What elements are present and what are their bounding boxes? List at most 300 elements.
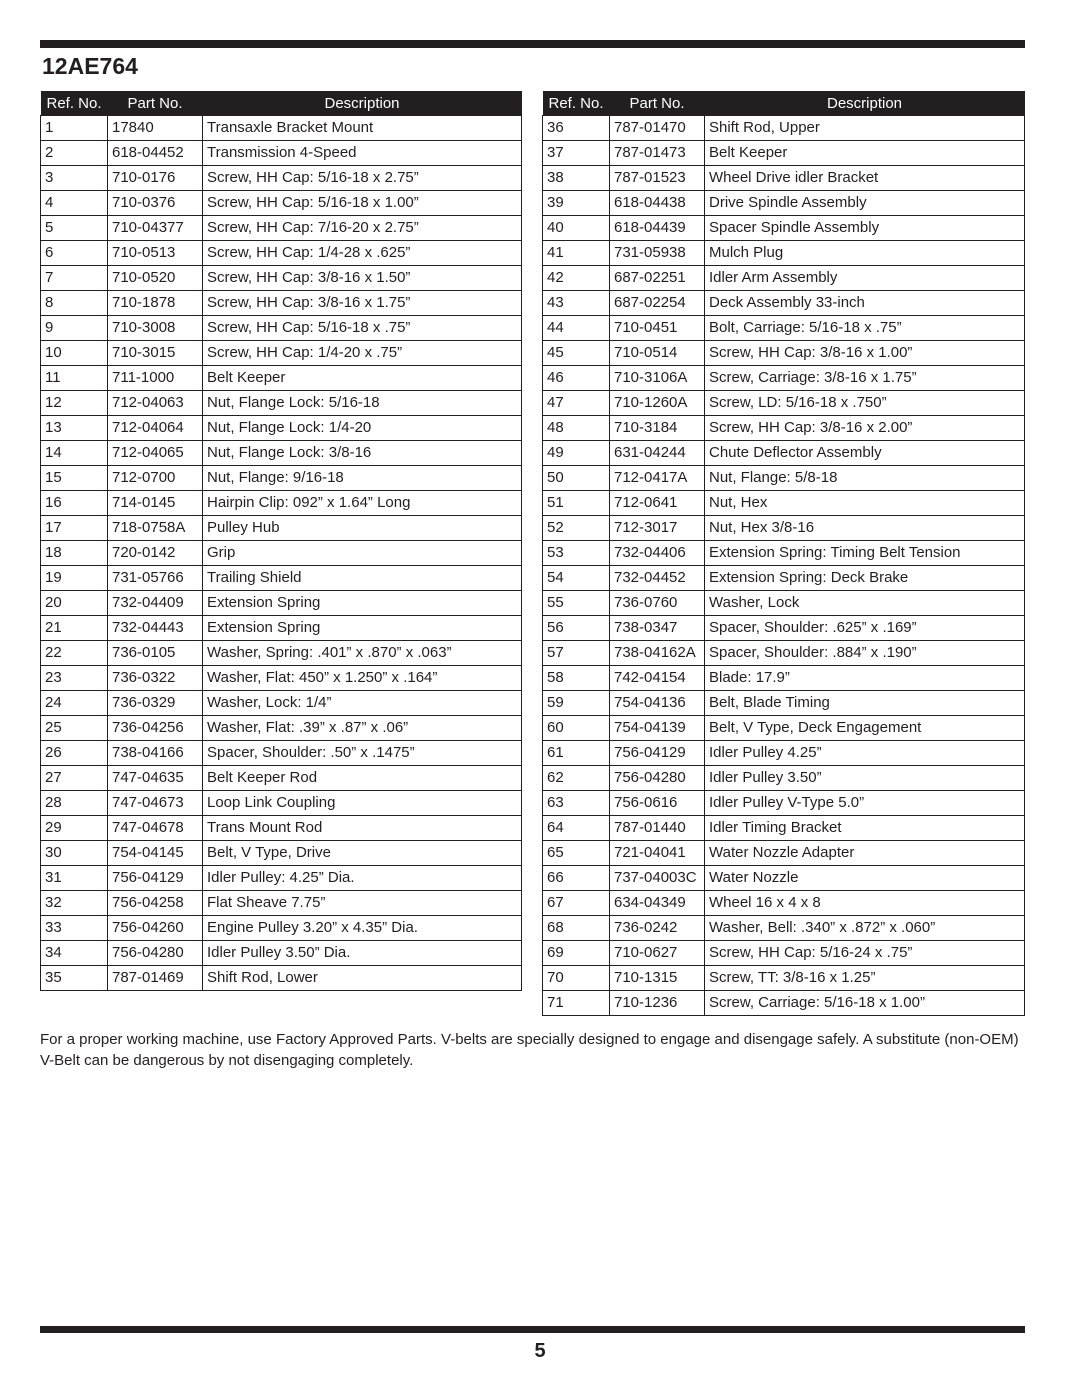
ref-no-cell: 24 <box>41 691 108 716</box>
description-cell: Flat Sheave 7.75” <box>203 891 522 916</box>
part-no-cell: 747-04678 <box>108 816 203 841</box>
description-cell: Belt Keeper <box>705 141 1025 166</box>
table-row <box>41 116 522 141</box>
table-row <box>543 516 1025 541</box>
description-cell: Nut, Flange: 9/16-18 <box>203 466 522 491</box>
ref-no-cell: 46 <box>543 366 610 391</box>
part-no-cell: 736-0105 <box>108 641 203 666</box>
ref-no-cell: 17 <box>41 516 108 541</box>
description-cell: Nut, Hex 3/8-16 <box>705 516 1025 541</box>
table-row <box>543 966 1025 991</box>
ref-no-cell: 33 <box>41 916 108 941</box>
ref-no-cell: 28 <box>41 791 108 816</box>
part-no-cell: 710-3184 <box>610 416 705 441</box>
table-row <box>543 741 1025 766</box>
part-no-cell: 754-04136 <box>610 691 705 716</box>
part-no-cell: 736-0760 <box>610 591 705 616</box>
ref-no-cell: 5 <box>41 216 108 241</box>
table-row <box>543 791 1025 816</box>
part-no-cell: 742-04154 <box>610 666 705 691</box>
part-no-cell: 787-01469 <box>108 966 203 991</box>
ref-no-cell: 3 <box>41 166 108 191</box>
ref-no-cell: 12 <box>41 391 108 416</box>
table-row <box>543 566 1025 591</box>
ref-no-cell: 53 <box>543 541 610 566</box>
part-no-cell: 731-05938 <box>610 241 705 266</box>
ref-no-cell: 51 <box>543 491 610 516</box>
table-row <box>543 766 1025 791</box>
part-no-cell: 721-04041 <box>610 841 705 866</box>
ref-no-cell: 62 <box>543 766 610 791</box>
description-cell: Screw, HH Cap: 3/8-16 x 1.75” <box>203 291 522 316</box>
table-row <box>543 541 1025 566</box>
table-row <box>543 491 1025 516</box>
part-no-cell: 710-0451 <box>610 316 705 341</box>
table-row <box>543 141 1025 166</box>
ref-no-header: Ref. No. <box>543 91 610 116</box>
description-cell: Screw, LD: 5/16-18 x .750” <box>705 391 1025 416</box>
description-cell: Spacer, Shoulder: .884” x .190” <box>705 641 1025 666</box>
ref-no-cell: 38 <box>543 166 610 191</box>
part-no-cell: 736-0322 <box>108 666 203 691</box>
parts-table-left <box>40 91 522 991</box>
ref-no-cell: 14 <box>41 441 108 466</box>
part-no-cell: 747-04673 <box>108 791 203 816</box>
description-cell: Screw, HH Cap: 1/4-20 x .75” <box>203 341 522 366</box>
table-row <box>543 716 1025 741</box>
table-row <box>543 341 1025 366</box>
ref-no-cell: 57 <box>543 641 610 666</box>
part-no-header: Part No. <box>610 91 705 116</box>
description-cell: Screw, HH Cap: 5/16-18 x .75” <box>203 316 522 341</box>
part-no-cell: 737-04003C <box>610 866 705 891</box>
part-no-cell: 712-04065 <box>108 441 203 466</box>
description-cell: Nut, Flange Lock: 5/16-18 <box>203 391 522 416</box>
description-cell: Trans Mount Rod <box>203 816 522 841</box>
table-row <box>543 216 1025 241</box>
table-row <box>41 291 522 316</box>
ref-no-cell: 70 <box>543 966 610 991</box>
table-row <box>543 441 1025 466</box>
part-no-cell: 756-04260 <box>108 916 203 941</box>
part-no-cell: 710-1236 <box>610 991 705 1016</box>
description-cell: Idler Pulley 4.25” <box>705 741 1025 766</box>
description-cell: Transaxle Bracket Mount <box>203 116 522 141</box>
table-row <box>41 666 522 691</box>
part-no-cell: 754-04139 <box>610 716 705 741</box>
part-no-cell: 738-04166 <box>108 741 203 766</box>
ref-no-cell: 56 <box>543 616 610 641</box>
ref-no-cell: 1 <box>41 116 108 141</box>
ref-no-cell: 19 <box>41 566 108 591</box>
table-row <box>41 441 522 466</box>
part-no-cell: 710-0514 <box>610 341 705 366</box>
description-cell: Extension Spring: Deck Brake <box>705 566 1025 591</box>
ref-no-cell: 25 <box>41 716 108 741</box>
part-no-cell: 710-0176 <box>108 166 203 191</box>
bottom-rule <box>40 1326 1025 1333</box>
part-no-cell: 732-04406 <box>610 541 705 566</box>
description-cell: Drive Spindle Assembly <box>705 191 1025 216</box>
part-no-cell: 710-1260A <box>610 391 705 416</box>
ref-no-cell: 32 <box>41 891 108 916</box>
part-no-cell: 618-04438 <box>610 191 705 216</box>
ref-no-cell: 7 <box>41 266 108 291</box>
description-cell: Engine Pulley 3.20” x 4.35” Dia. <box>203 916 522 941</box>
table-row <box>41 766 522 791</box>
description-cell: Spacer, Shoulder: .50” x .1475” <box>203 741 522 766</box>
description-cell: Nut, Flange: 5/8-18 <box>705 466 1025 491</box>
description-cell: Idler Timing Bracket <box>705 816 1025 841</box>
ref-no-cell: 50 <box>543 466 610 491</box>
ref-no-cell: 13 <box>41 416 108 441</box>
part-no-cell: 731-05766 <box>108 566 203 591</box>
part-no-cell: 738-0347 <box>610 616 705 641</box>
description-cell: Screw, Carriage: 5/16-18 x 1.00” <box>705 991 1025 1016</box>
ref-no-cell: 8 <box>41 291 108 316</box>
ref-no-cell: 68 <box>543 916 610 941</box>
ref-no-cell: 37 <box>543 141 610 166</box>
table-row <box>543 366 1025 391</box>
part-no-header: Part No. <box>108 91 203 116</box>
description-cell: Idler Arm Assembly <box>705 266 1025 291</box>
part-no-cell: 732-04452 <box>610 566 705 591</box>
table-row <box>41 516 522 541</box>
part-no-cell: 756-04280 <box>108 941 203 966</box>
description-cell: Idler Pulley: 4.25” Dia. <box>203 866 522 891</box>
part-no-cell: 687-02251 <box>610 266 705 291</box>
part-no-cell: 710-3015 <box>108 341 203 366</box>
description-cell: Belt, V Type, Deck Engagement <box>705 716 1025 741</box>
description-cell: Extension Spring <box>203 591 522 616</box>
ref-no-cell: 45 <box>543 341 610 366</box>
part-no-cell: 787-01523 <box>610 166 705 191</box>
table-row <box>543 291 1025 316</box>
ref-no-cell: 66 <box>543 866 610 891</box>
table-row <box>543 891 1025 916</box>
part-no-cell: 17840 <box>108 116 203 141</box>
table-row <box>41 316 522 341</box>
table-row <box>41 541 522 566</box>
description-cell: Belt, Blade Timing <box>705 691 1025 716</box>
table-row <box>41 941 522 966</box>
table-row <box>41 366 522 391</box>
table-row <box>41 841 522 866</box>
description-header: Description <box>705 91 1025 116</box>
table-row <box>41 266 522 291</box>
part-no-cell: 712-3017 <box>610 516 705 541</box>
part-no-cell: 712-0700 <box>108 466 203 491</box>
parts-table-left-body <box>41 116 522 991</box>
description-cell: Screw, Carriage: 3/8-16 x 1.75” <box>705 366 1025 391</box>
table-row <box>543 916 1025 941</box>
top-rule <box>40 40 1025 48</box>
table-row <box>543 416 1025 441</box>
description-cell: Trailing Shield <box>203 566 522 591</box>
ref-no-header: Ref. No. <box>41 91 108 116</box>
ref-no-cell: 34 <box>41 941 108 966</box>
description-cell: Screw, HH Cap: 3/8-16 x 1.00” <box>705 341 1025 366</box>
description-cell: Shift Rod, Upper <box>705 116 1025 141</box>
parts-footnote: For a proper working machine, use Factory Approved Parts. V-belts are specially designed to engage and disengage safely. A substitute (non-OEM) V-Belt can be dangerous by not disengaging completely. <box>40 1031 1019 1069</box>
description-cell: Screw, TT: 3/8-16 x 1.25” <box>705 966 1025 991</box>
part-no-cell: 710-3106A <box>610 366 705 391</box>
ref-no-cell: 71 <box>543 991 610 1016</box>
table-row <box>543 266 1025 291</box>
table-header-row <box>41 91 522 116</box>
description-cell: Washer, Lock <box>705 591 1025 616</box>
table-header-row <box>543 91 1025 116</box>
ref-no-cell: 36 <box>543 116 610 141</box>
ref-no-cell: 31 <box>41 866 108 891</box>
table-row <box>543 191 1025 216</box>
description-cell: Pulley Hub <box>203 516 522 541</box>
part-no-cell: 736-04256 <box>108 716 203 741</box>
description-cell: Loop Link Coupling <box>203 791 522 816</box>
table-row <box>41 691 522 716</box>
table-row <box>41 216 522 241</box>
ref-no-cell: 9 <box>41 316 108 341</box>
page-title: 12AE764 <box>42 53 138 79</box>
part-no-cell: 736-0329 <box>108 691 203 716</box>
ref-no-cell: 23 <box>41 666 108 691</box>
table-row <box>41 791 522 816</box>
part-no-cell: 712-0417A <box>610 466 705 491</box>
table-row <box>41 241 522 266</box>
description-cell: Extension Spring: Timing Belt Tension <box>705 541 1025 566</box>
description-cell: Hairpin Clip: 092” x 1.64” Long <box>203 491 522 516</box>
ref-no-cell: 10 <box>41 341 108 366</box>
part-no-cell: 756-04280 <box>610 766 705 791</box>
description-cell: Idler Pulley 3.50” <box>705 766 1025 791</box>
table-row <box>41 966 522 991</box>
part-no-cell: 718-0758A <box>108 516 203 541</box>
part-no-cell: 756-0616 <box>610 791 705 816</box>
part-no-cell: 710-1878 <box>108 291 203 316</box>
description-cell: Water Nozzle Adapter <box>705 841 1025 866</box>
ref-no-cell: 58 <box>543 666 610 691</box>
ref-no-cell: 61 <box>543 741 610 766</box>
description-cell: Screw, HH Cap: 5/16-24 x .75” <box>705 941 1025 966</box>
ref-no-cell: 6 <box>41 241 108 266</box>
table-row <box>543 991 1025 1016</box>
ref-no-cell: 63 <box>543 791 610 816</box>
table-row <box>41 341 522 366</box>
table-row <box>543 241 1025 266</box>
ref-no-cell: 59 <box>543 691 610 716</box>
part-no-cell: 710-0513 <box>108 241 203 266</box>
parts-table-right-body <box>543 116 1025 1016</box>
part-no-cell: 787-01440 <box>610 816 705 841</box>
table-row <box>543 866 1025 891</box>
table-row <box>41 866 522 891</box>
description-cell: Belt Keeper Rod <box>203 766 522 791</box>
ref-no-cell: 60 <box>543 716 610 741</box>
description-cell: Transmission 4-Speed <box>203 141 522 166</box>
ref-no-cell: 49 <box>543 441 610 466</box>
description-cell: Screw, HH Cap: 5/16-18 x 1.00” <box>203 191 522 216</box>
description-cell: Screw, HH Cap: 3/8-16 x 2.00” <box>705 416 1025 441</box>
ref-no-cell: 69 <box>543 941 610 966</box>
table-row <box>41 641 522 666</box>
part-no-cell: 714-0145 <box>108 491 203 516</box>
ref-no-cell: 16 <box>41 491 108 516</box>
ref-no-cell: 39 <box>543 191 610 216</box>
table-row <box>41 466 522 491</box>
page-number: 5 <box>534 1340 546 1362</box>
part-no-cell: 736-0242 <box>610 916 705 941</box>
description-cell: Idler Pulley V-Type 5.0” <box>705 791 1025 816</box>
ref-no-cell: 67 <box>543 891 610 916</box>
table-row <box>41 166 522 191</box>
description-cell: Belt, V Type, Drive <box>203 841 522 866</box>
table-row <box>543 166 1025 191</box>
table-row <box>41 191 522 216</box>
table-row <box>41 816 522 841</box>
description-cell: Mulch Plug <box>705 241 1025 266</box>
ref-no-cell: 35 <box>41 966 108 991</box>
table-row <box>543 316 1025 341</box>
ref-no-cell: 27 <box>41 766 108 791</box>
description-cell: Chute Deflector Assembly <box>705 441 1025 466</box>
description-cell: Extension Spring <box>203 616 522 641</box>
table-row <box>41 591 522 616</box>
table-row <box>41 716 522 741</box>
ref-no-cell: 2 <box>41 141 108 166</box>
part-no-cell: 710-1315 <box>610 966 705 991</box>
description-cell: Nut, Flange Lock: 1/4-20 <box>203 416 522 441</box>
table-row <box>41 141 522 166</box>
description-cell: Blade: 17.9” <box>705 666 1025 691</box>
table-row <box>41 916 522 941</box>
ref-no-cell: 29 <box>41 816 108 841</box>
table-row <box>543 691 1025 716</box>
description-cell: Grip <box>203 541 522 566</box>
ref-no-cell: 40 <box>543 216 610 241</box>
table-row <box>543 466 1025 491</box>
description-cell: Wheel Drive idler Bracket <box>705 166 1025 191</box>
part-no-cell: 711-1000 <box>108 366 203 391</box>
part-no-cell: 732-04443 <box>108 616 203 641</box>
table-row <box>41 416 522 441</box>
ref-no-cell: 15 <box>41 466 108 491</box>
part-no-cell: 712-04063 <box>108 391 203 416</box>
description-cell: Washer, Lock: 1/4” <box>203 691 522 716</box>
part-no-cell: 756-04258 <box>108 891 203 916</box>
ref-no-cell: 41 <box>543 241 610 266</box>
description-cell: Screw, HH Cap: 1/4-28 x .625” <box>203 241 522 266</box>
description-header: Description <box>203 91 522 116</box>
part-no-cell: 738-04162A <box>610 641 705 666</box>
description-cell: Screw, HH Cap: 5/16-18 x 2.75” <box>203 166 522 191</box>
part-no-cell: 687-02254 <box>610 291 705 316</box>
ref-no-cell: 47 <box>543 391 610 416</box>
table-row <box>41 891 522 916</box>
table-row <box>41 616 522 641</box>
part-no-cell: 710-3008 <box>108 316 203 341</box>
part-no-cell: 618-04452 <box>108 141 203 166</box>
ref-no-cell: 65 <box>543 841 610 866</box>
table-row <box>41 566 522 591</box>
description-cell: Water Nozzle <box>705 866 1025 891</box>
description-cell: Wheel 16 x 4 x 8 <box>705 891 1025 916</box>
description-cell: Screw, HH Cap: 3/8-16 x 1.50” <box>203 266 522 291</box>
description-cell: Belt Keeper <box>203 366 522 391</box>
part-no-cell: 618-04439 <box>610 216 705 241</box>
table-row <box>543 391 1025 416</box>
description-cell: Washer, Spring: .401” x .870” x .063” <box>203 641 522 666</box>
ref-no-cell: 30 <box>41 841 108 866</box>
part-no-cell: 712-04064 <box>108 416 203 441</box>
part-no-cell: 712-0641 <box>610 491 705 516</box>
description-cell: Washer, Flat: 450” x 1.250” x .164” <box>203 666 522 691</box>
part-no-cell: 720-0142 <box>108 541 203 566</box>
description-cell: Washer, Flat: .39” x .87” x .06” <box>203 716 522 741</box>
description-cell: Deck Assembly 33-inch <box>705 291 1025 316</box>
table-row <box>543 941 1025 966</box>
table-row <box>543 116 1025 141</box>
ref-no-cell: 52 <box>543 516 610 541</box>
description-cell: Bolt, Carriage: 5/16-18 x .75” <box>705 316 1025 341</box>
table-row <box>543 841 1025 866</box>
ref-no-cell: 44 <box>543 316 610 341</box>
part-no-cell: 747-04635 <box>108 766 203 791</box>
description-cell: Washer, Bell: .340” x .872” x .060” <box>705 916 1025 941</box>
part-no-cell: 756-04129 <box>610 741 705 766</box>
ref-no-cell: 54 <box>543 566 610 591</box>
description-cell: Spacer Spindle Assembly <box>705 216 1025 241</box>
ref-no-cell: 11 <box>41 366 108 391</box>
part-no-cell: 631-04244 <box>610 441 705 466</box>
description-cell: Spacer, Shoulder: .625” x .169” <box>705 616 1025 641</box>
table-row <box>543 591 1025 616</box>
part-no-cell: 756-04129 <box>108 866 203 891</box>
description-cell: Shift Rod, Lower <box>203 966 522 991</box>
description-cell: Nut, Flange Lock: 3/8-16 <box>203 441 522 466</box>
ref-no-cell: 20 <box>41 591 108 616</box>
table-row <box>543 616 1025 641</box>
ref-no-cell: 4 <box>41 191 108 216</box>
table-row <box>543 666 1025 691</box>
ref-no-cell: 18 <box>41 541 108 566</box>
ref-no-cell: 42 <box>543 266 610 291</box>
part-no-cell: 710-04377 <box>108 216 203 241</box>
table-row <box>41 741 522 766</box>
part-no-cell: 710-0376 <box>108 191 203 216</box>
part-no-cell: 732-04409 <box>108 591 203 616</box>
parts-table-right <box>542 91 1025 1016</box>
ref-no-cell: 55 <box>543 591 610 616</box>
part-no-cell: 787-01473 <box>610 141 705 166</box>
part-no-cell: 787-01470 <box>610 116 705 141</box>
ref-no-cell: 21 <box>41 616 108 641</box>
description-cell: Idler Pulley 3.50” Dia. <box>203 941 522 966</box>
table-row <box>41 391 522 416</box>
table-row <box>543 641 1025 666</box>
part-no-cell: 754-04145 <box>108 841 203 866</box>
ref-no-cell: 22 <box>41 641 108 666</box>
part-no-cell: 634-04349 <box>610 891 705 916</box>
ref-no-cell: 48 <box>543 416 610 441</box>
description-cell: Nut, Hex <box>705 491 1025 516</box>
table-row <box>41 491 522 516</box>
ref-no-cell: 64 <box>543 816 610 841</box>
ref-no-cell: 26 <box>41 741 108 766</box>
part-no-cell: 710-0520 <box>108 266 203 291</box>
description-cell: Screw, HH Cap: 7/16-20 x 2.75” <box>203 216 522 241</box>
ref-no-cell: 43 <box>543 291 610 316</box>
table-row <box>543 816 1025 841</box>
